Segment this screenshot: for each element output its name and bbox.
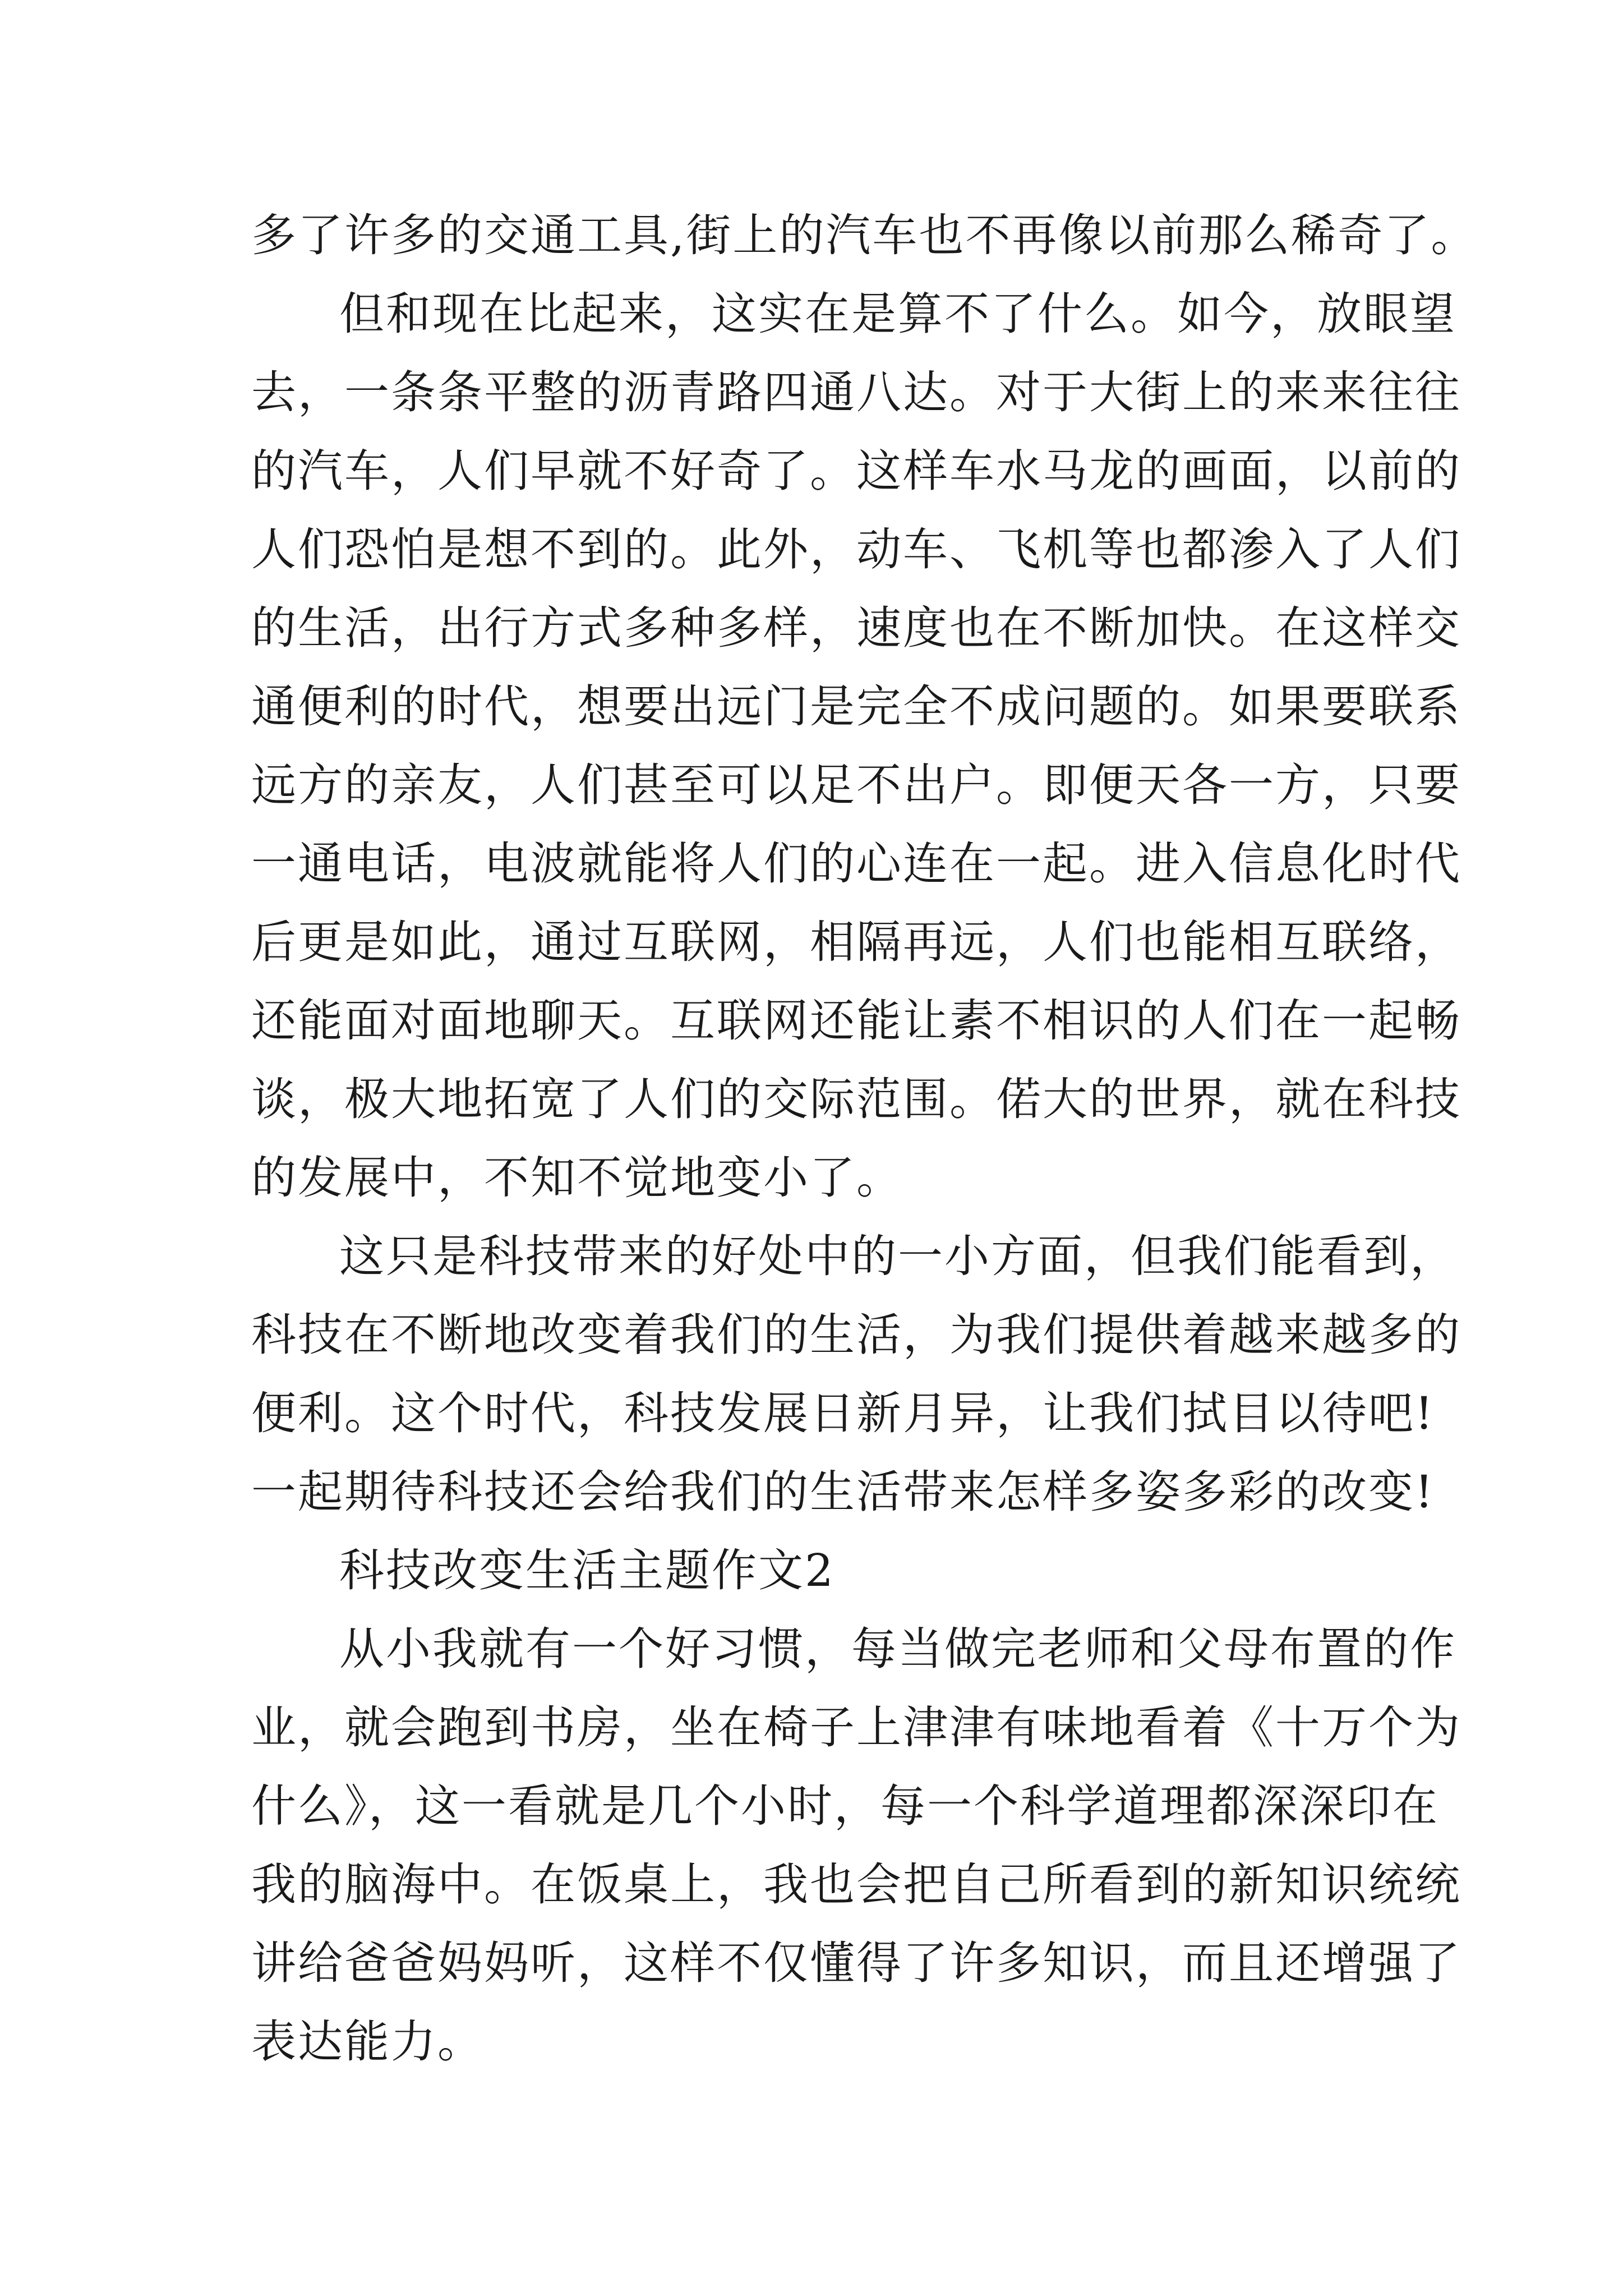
paragraph-first-line: 从小我就有一个好习惯，每当做完老师和父母布置的作 (339, 1623, 1456, 1675)
text-line: 谈，极大地拓宽了人们的交际范围。偌大的世界，就在科技 (251, 1073, 1461, 1125)
text-line: 人们恐怕是想不到的。此外，动车、飞机等也都渗入了人们 (251, 523, 1461, 576)
text-line: 一通电话，电波就能将人们的心连在一起。进入信息化时代 (251, 838, 1461, 890)
text-line: 还能面对面地聊天。互联网还能让素不相识的人们在一起畅 (251, 995, 1461, 1047)
text-line: 的汽车，人们早就不好奇了。这样车水马龙的画面，以前的 (251, 445, 1461, 497)
text-line: 远方的亲友，人们甚至可以足不出户。即便天各一方，只要 (251, 759, 1461, 811)
text-line: 通便利的时代，想要出远门是完全不成问题的。如果要联系 (251, 680, 1461, 733)
paragraph-first-line: 但和现在比起来，这实在是算不了什么。如今，放眼望 (339, 288, 1456, 340)
text-line: 去，一条条平整的沥青路四通八达。对于大街上的来来往往 (251, 366, 1461, 418)
text-line: 多了许多的交通工具,街上的汽车也不再像以前那么稀奇了。 (251, 209, 1478, 261)
text-line: 业，就会跑到书房，坐在椅子上津津有味地看着《十万个为 (251, 1701, 1461, 1754)
text-line: 便利。这个时代，科技发展日新月异，让我们拭目以待吧! (251, 1387, 1435, 1439)
text-line: 科技在不断地改变着我们的生活，为我们提供着越来越多的 (251, 1309, 1461, 1361)
text-line: 的生活，出行方式多种多样，速度也在不断加快。在这样交 (251, 602, 1461, 654)
text-line: 一起期待科技还会给我们的生活带来怎样多姿多彩的改变! (251, 1466, 1435, 1518)
text-line: 后更是如此，通过互联网，相隔再远，人们也能相互联络， (251, 916, 1461, 968)
text-line: 我的脑海中。在饭桌上，我也会把自己所看到的新知识统统 (251, 1858, 1461, 1911)
text-line: 的发展中，不知不觉地变小了。 (251, 1152, 903, 1204)
text-line: 表达能力。 (251, 2016, 484, 2068)
section-title: 科技改变生活主题作文2 (339, 1544, 835, 1596)
text-line: 什么》，这一看就是几个小时，每一个科学道理都深深印在 (251, 1780, 1439, 1832)
text-line: 讲给爸爸妈妈听，这样不仅懂得了许多知识，而且还增强了 (251, 1937, 1461, 1989)
paragraph-first-line: 这只是科技带来的好处中的一小方面，但我们能看到， (339, 1230, 1456, 1282)
